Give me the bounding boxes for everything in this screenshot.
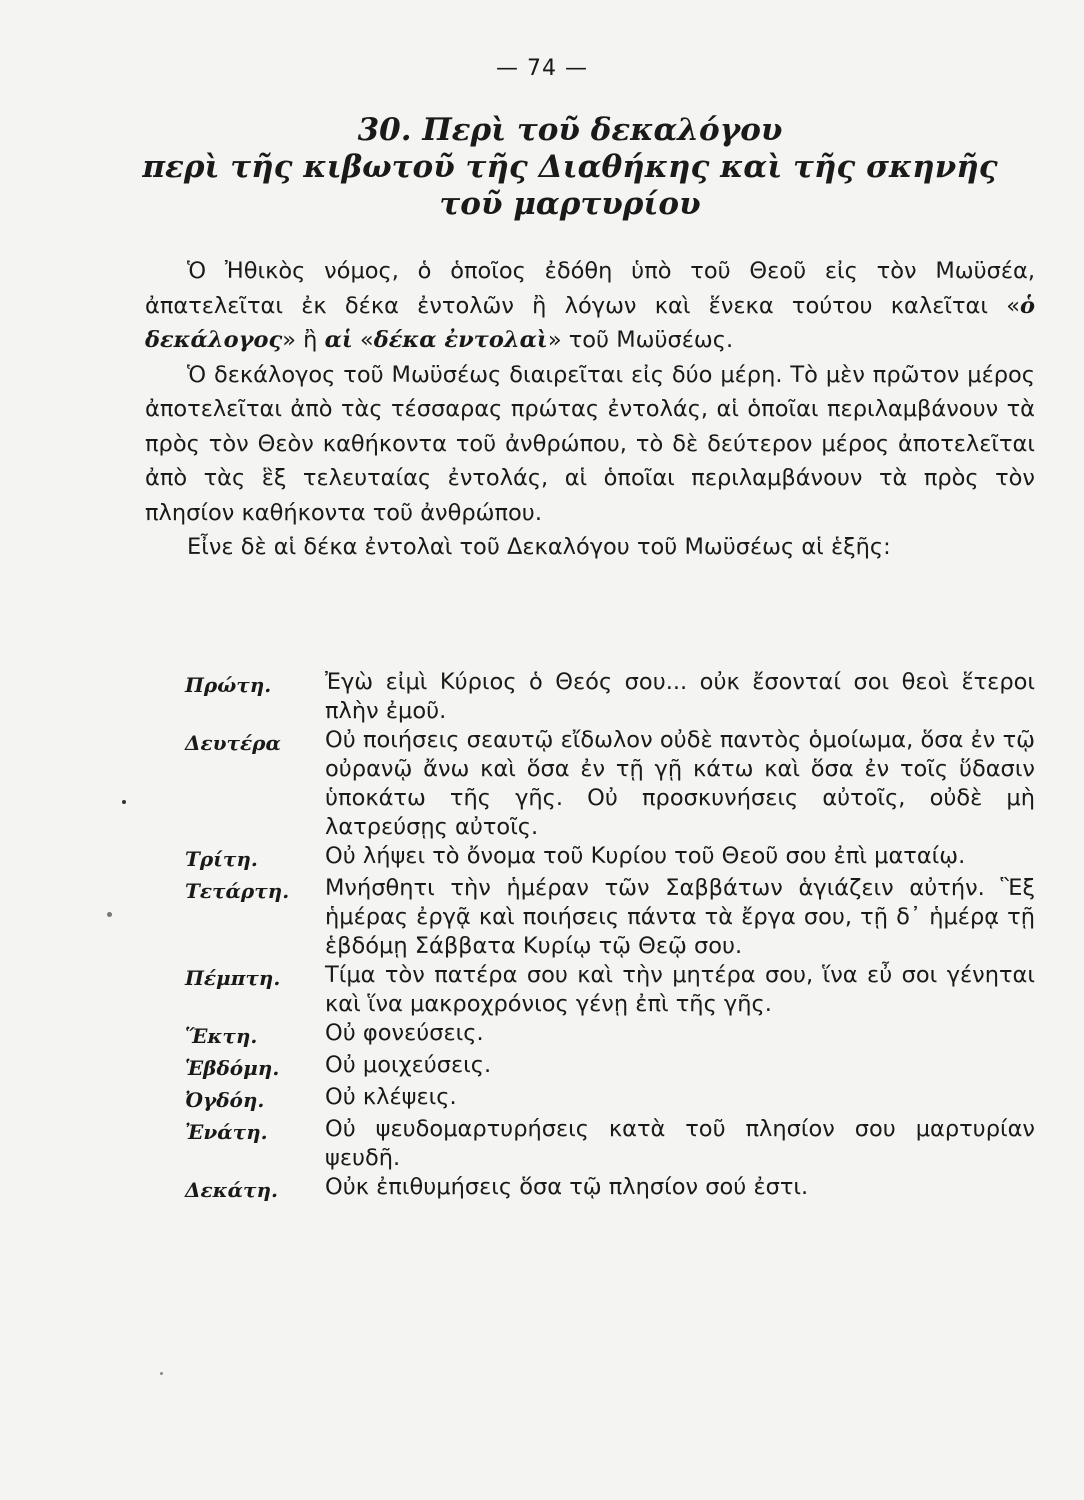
scan-speck bbox=[107, 912, 112, 917]
commandment-label: Πέμπτη. bbox=[185, 966, 281, 990]
heading-line-2: περὶ τῆς κιβωτοῦ τῆς Διαθήκης καὶ τῆς σκηνῆς bbox=[142, 149, 998, 185]
paragraph-1-mid: » ἢ bbox=[282, 327, 325, 353]
scan-speck bbox=[160, 1372, 163, 1375]
paragraph-3: Εἶνε δὲ αἱ δέκα ἐντολαὶ τοῦ Δεκαλόγου τοῦ Μωϋσέως αἱ ἑξῆς: bbox=[187, 534, 891, 560]
commandment-item bbox=[185, 1019, 1035, 1051]
commandment-item bbox=[185, 1083, 1035, 1115]
commandment-label: Ἕκτη. bbox=[185, 1024, 258, 1048]
commandments-list bbox=[185, 668, 1035, 1205]
term-dekalogos: ὁ δεκάλογος bbox=[145, 292, 1035, 353]
commandment-item bbox=[185, 726, 1035, 842]
paragraph-1-start: Ὁ Ἠθικὸς νόμος, ὁ ὁποῖος ἐδόθη ὑπὸ τοῦ Θεοῦ εἰς τὸν Μωϋσέα, ἀπατελεῖται ἐκ δέκα ἐντολῶν ἢ λόγων καὶ ἕνεκα τούτου καλεῖται « bbox=[145, 258, 1035, 319]
commandment-text: Οὐ λήψει τὸ ὄνομα τοῦ Κυρίου τοῦ Θεοῦ σου ἐπὶ ματαίῳ. bbox=[325, 843, 966, 869]
commandment-item bbox=[185, 668, 1035, 726]
heading-line-3: τοῦ μαρτυρίου bbox=[439, 186, 701, 222]
commandment-text: Μνήσθητι τὴν ἡμέραν τῶν Σαββάτων ἁγιάζειν αὐτήν. Ἓξ ἡμέρας ἐργᾷ καὶ ποιήσεις πάντα τὰ ἔργα σου, τῇ δ᾽ ἡμέρᾳ τῇ ἑβδόμῃ Σάββατα Κυρίῳ τῷ Θεῷ σου. bbox=[325, 875, 1035, 959]
body-text bbox=[145, 254, 1035, 565]
commandment-label: Τετάρτη. bbox=[185, 879, 290, 903]
commandment-item bbox=[185, 1051, 1035, 1083]
commandment-label: Ἑβδόμη. bbox=[185, 1056, 280, 1080]
commandment-item bbox=[185, 961, 1035, 1019]
commandment-item bbox=[185, 1173, 1035, 1205]
commandment-label: Ὀγδόη. bbox=[185, 1088, 265, 1112]
commandment-text: Τίμα τὸν πατέρα σου καὶ τὴν μητέρα σου, ἵνα εὖ σοι γένηται καὶ ἵνα μακροχρόνιος γένῃ ἐπὶ τῆς γῆς. bbox=[325, 962, 1035, 1017]
commandment-label: Δεκάτη. bbox=[185, 1178, 279, 1202]
page-number: — 74 — bbox=[496, 56, 588, 81]
paragraph-2: Ὁ δεκάλογος τοῦ Μωϋσέως διαιρεῖται εἰς δύο μέρη. Τὸ μὲν πρῶτον μέρος ἀποτελεῖται ἀπὸ τὰς τέσσαρας πρώτας ἐντολάς, αἱ ὁποῖαι περιλαμβάνουν τὰ πρὸς τὸν Θεὸν καθήκοντα τοῦ ἀνθρώπου, τὸ δὲ δεύτερον μέρος ἀποτελεῖται ἀπὸ τὰς ἓξ τελευταίας ἐντολάς, αἱ ὁποῖαι περιλαμβάνουν τὰ πρὸς τὸν πλησίον καθήκοντα τοῦ ἀνθρώπου. bbox=[145, 361, 1035, 526]
commandment-text: Οὐ φονεύσεις. bbox=[325, 1020, 484, 1046]
term-ai: αἱ bbox=[324, 327, 353, 353]
commandment-text: Οὐ κλέψεις. bbox=[325, 1084, 457, 1110]
term-deka-entolai: δέκα ἐντολαὶ bbox=[373, 327, 548, 353]
commandment-text: Οὐ μοιχεύσεις. bbox=[325, 1052, 492, 1078]
paragraph-1-mid2: « bbox=[352, 327, 374, 353]
scan-speck bbox=[122, 800, 126, 804]
commandment-text: Οὐ ψευδομαρτυρήσεις κατὰ τοῦ πλησίον σου μαρτυρίαν ψευδῆ. bbox=[325, 1116, 1035, 1171]
commandment-text: Οὐ ποιήσεις σεαυτῷ εἴδωλον οὐδὲ παντὸς ὁμοίωμα, ὅσα ἐν τῷ οὐρανῷ ἄνω καὶ ὅσα ἐν τῇ γῇ κάτω καὶ ὅσα ἐν τοῖς ὕδασιν ὑποκάτω τῆς γῆς. Οὐ προσκυνήσεις αὐτοῖς, οὐδὲ μὴ λατρεύσῃς αὐτοῖς. bbox=[325, 727, 1035, 840]
commandment-label: Τρίτη. bbox=[185, 847, 258, 871]
section-heading bbox=[130, 112, 1010, 223]
commandment-label: Ἐνάτη. bbox=[185, 1120, 268, 1144]
commandment-label: Πρώτη. bbox=[185, 673, 272, 697]
paragraph-1-end: » τοῦ Μωϋσέως. bbox=[547, 327, 734, 353]
commandment-text: Οὐκ ἐπιθυμήσεις ὅσα τῷ πλησίον σού ἐστι. bbox=[325, 1174, 809, 1200]
commandment-item bbox=[185, 1115, 1035, 1173]
commandment-item bbox=[185, 874, 1035, 961]
commandment-label: Δευτέρα bbox=[185, 731, 281, 755]
commandment-item bbox=[185, 842, 1035, 874]
commandment-text: Ἐγὼ εἰμὶ Κύριος ὁ Θεός σου... οὐκ ἔσονταί σοι θεοὶ ἕτεροι πλὴν ἐμοῦ. bbox=[325, 669, 1035, 724]
paragraph-1 bbox=[145, 254, 1035, 358]
heading-line-1: 30. Περὶ τοῦ δεκαλόγου bbox=[357, 112, 783, 148]
